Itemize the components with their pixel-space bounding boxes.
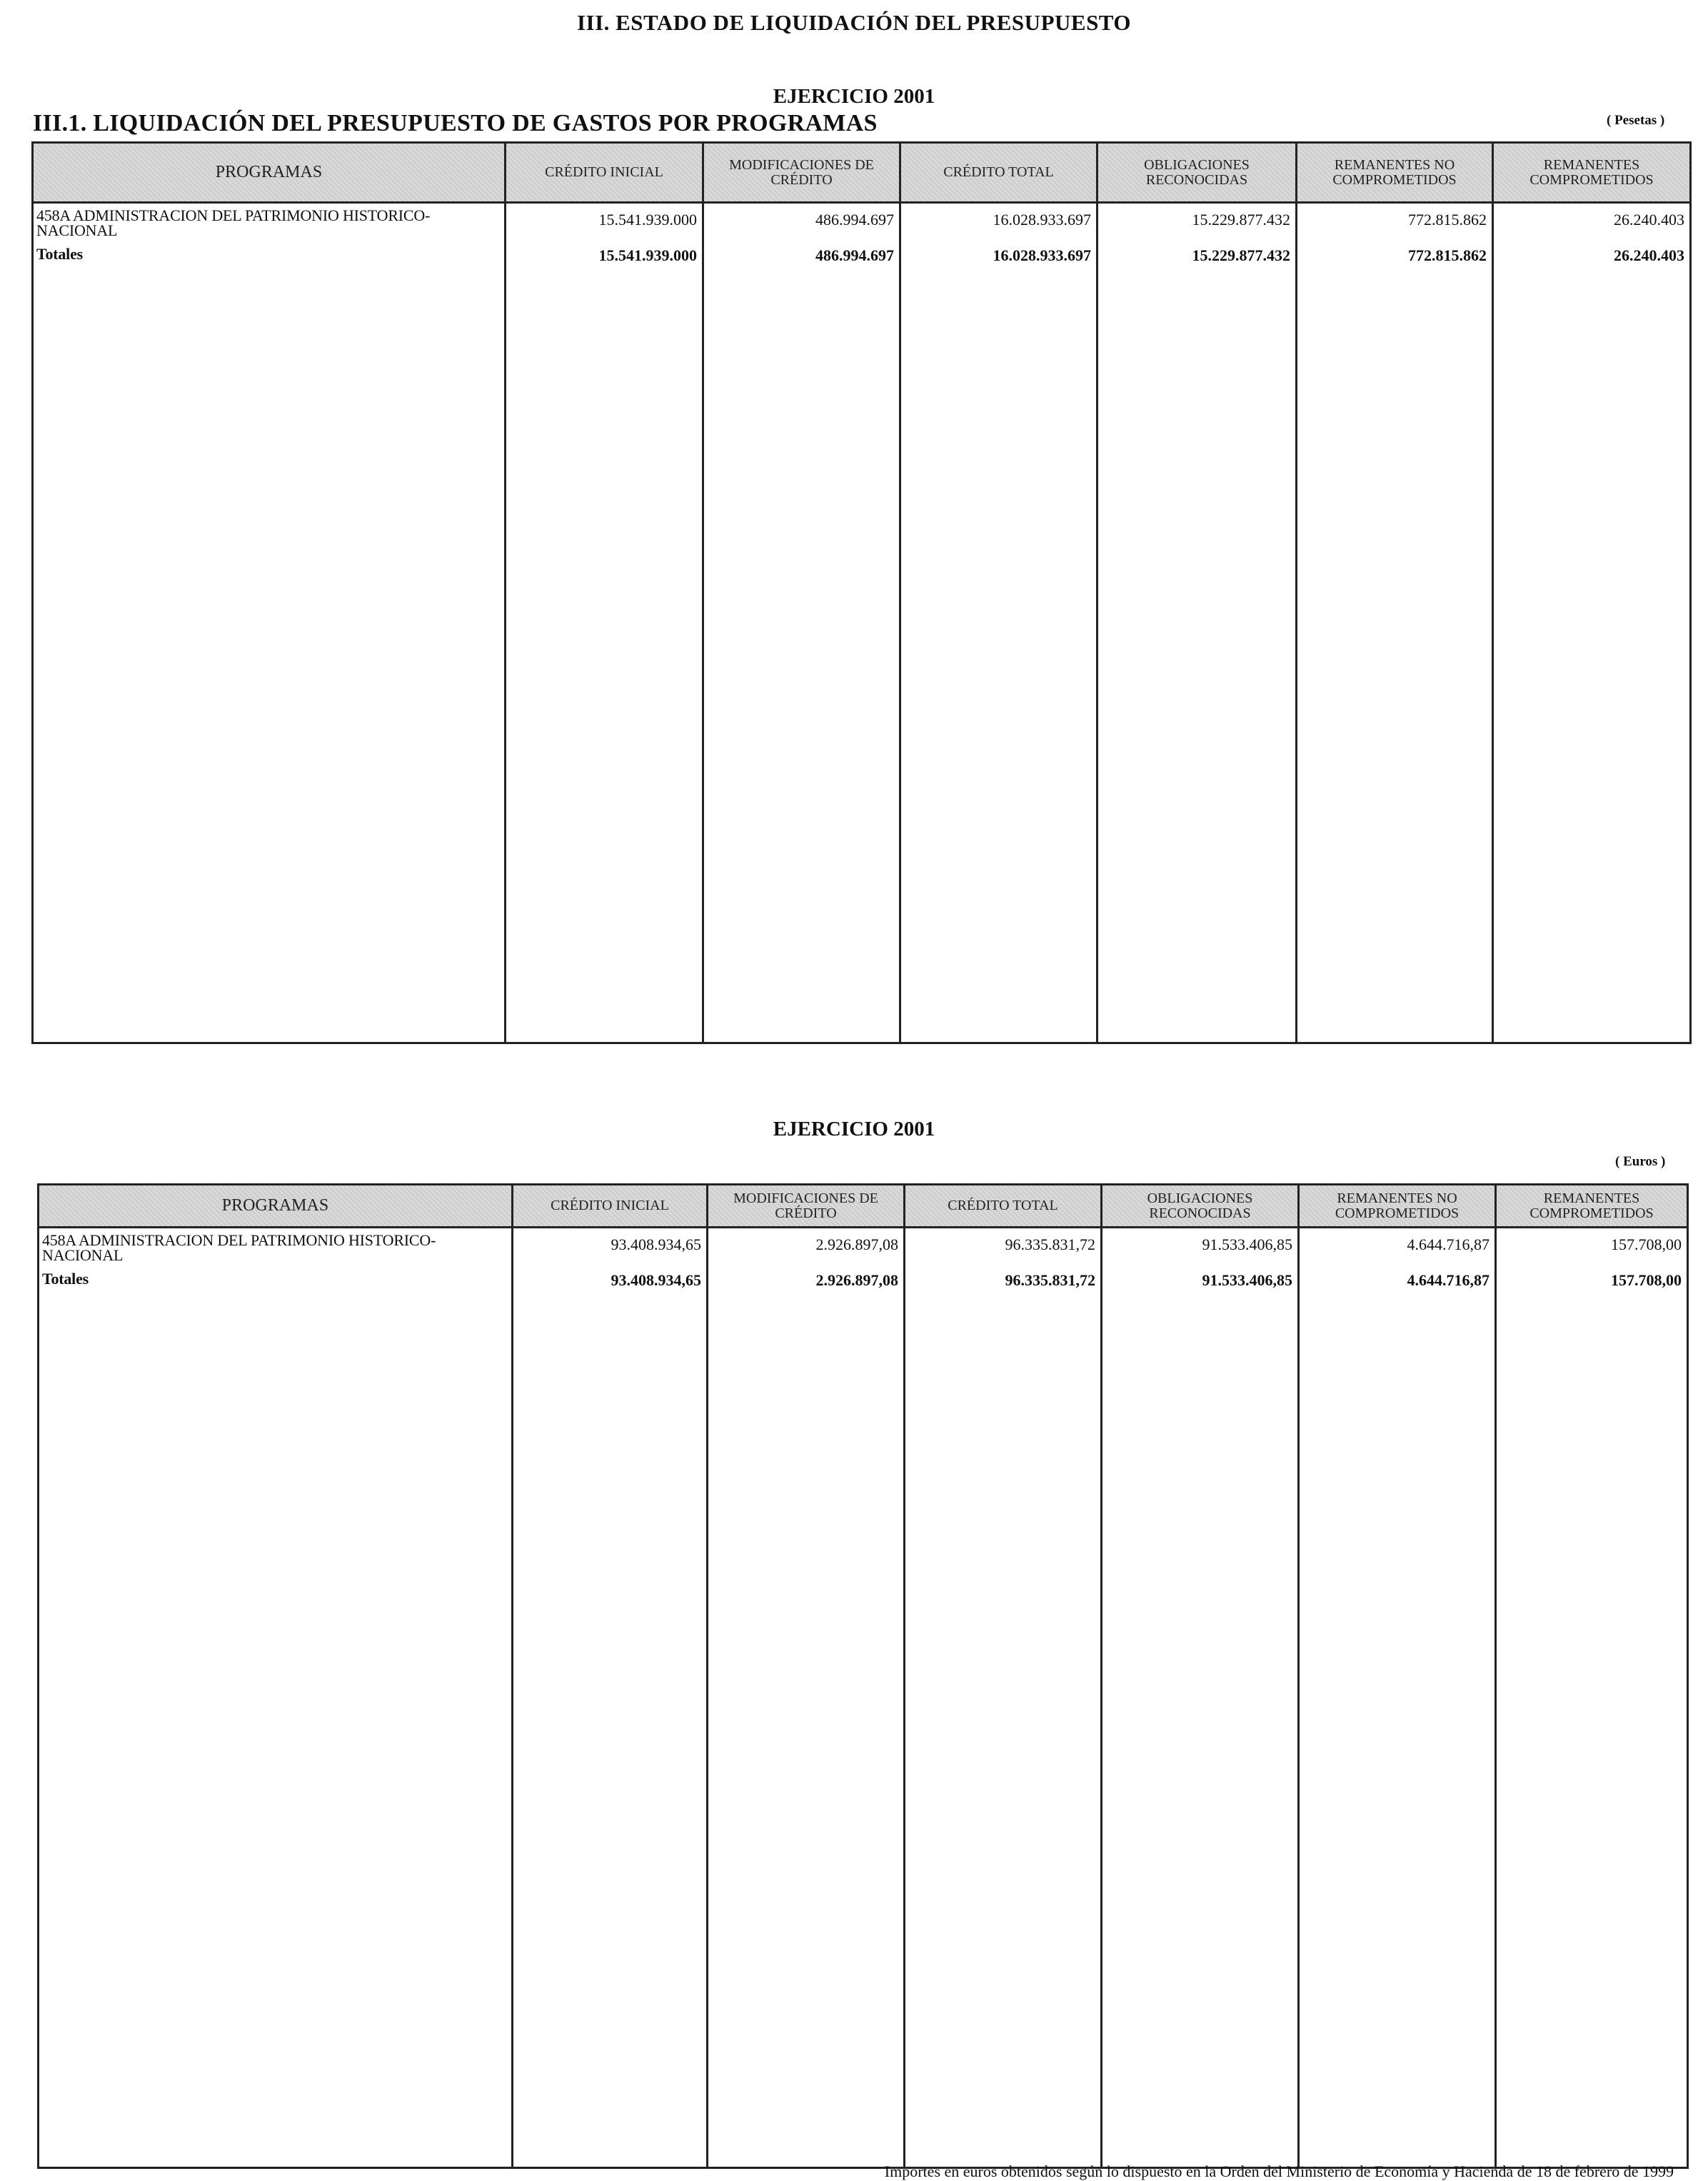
totals-row (39, 1271, 1688, 1290)
table-header-row (39, 1185, 1688, 1228)
col-header-credito-inicial: CRÉDITO INICIAL (513, 1185, 708, 1228)
total-remanentes-comp: 157.708,00 (1496, 1271, 1688, 1290)
footnote: Importes en euros obtenidos según lo dispuesto en la Orden del Ministerio de Economía y Hacienda de 18 de febrero de 1999 (884, 2162, 1674, 2180)
table-header-row (33, 143, 1691, 203)
totals-label: Totales (39, 1271, 513, 1290)
col-header-obligaciones: OBLIGACIONES RECONOCIDAS (1097, 143, 1297, 203)
total-credito-inicial: 93.408.934,65 (513, 1271, 708, 1290)
table-filler-row (33, 265, 1691, 1043)
total-remanentes-comp: 26.240.403 (1493, 246, 1691, 265)
col-header-programas: PROGRAMAS (33, 143, 506, 203)
table-row (33, 203, 1691, 247)
credito-total-cell: 16.028.933.697 (900, 203, 1097, 247)
remanentes-comp-cell: 26.240.403 (1493, 203, 1691, 247)
col-header-obligaciones: OBLIGACIONES RECONOCIDAS (1102, 1185, 1299, 1228)
remanentes-no-cell: 772.815.862 (1297, 203, 1493, 247)
totals-label: Totales (33, 246, 506, 265)
obligaciones-cell: 91.533.406,85 (1102, 1228, 1299, 1272)
ejercicio-pesetas-heading: EJERCICIO 2001 (773, 85, 935, 108)
col-header-credito-inicial: CRÉDITO INICIAL (506, 143, 703, 203)
table-row (39, 1228, 1688, 1272)
total-credito-total: 16.028.933.697 (900, 246, 1097, 265)
col-header-remanentes-comp: REMANENTES COMPROMETIDOS (1496, 1185, 1688, 1228)
pesetas-table (31, 141, 1692, 1044)
col-header-remanentes-no: REMANENTES NO COMPROMETIDOS (1299, 1185, 1496, 1228)
unit-pesetas: ( Pesetas ) (1607, 113, 1665, 128)
col-header-remanentes-comp: REMANENTES COMPROMETIDOS (1493, 143, 1691, 203)
modificaciones-cell: 2.926.897,08 (708, 1228, 905, 1272)
credito-inicial-cell: 93.408.934,65 (513, 1228, 708, 1272)
total-obligaciones: 91.533.406,85 (1102, 1271, 1299, 1290)
col-header-credito-total: CRÉDITO TOTAL (900, 143, 1097, 203)
programa-cell: 458A ADMINISTRACION DEL PATRIMONIO HISTORICO-NACIONAL (39, 1228, 513, 1272)
page-title: III. ESTADO DE LIQUIDACIÓN DEL PRESUPUESTO (576, 10, 1132, 35)
total-obligaciones: 15.229.877.432 (1097, 246, 1297, 265)
euros-table (37, 1183, 1689, 2169)
total-remanentes-no: 772.815.862 (1297, 246, 1493, 265)
credito-inicial-cell: 15.541.939.000 (506, 203, 703, 247)
col-header-credito-total: CRÉDITO TOTAL (905, 1185, 1102, 1228)
unit-euros: ( Euros ) (1615, 1154, 1666, 1169)
programa-cell: 458A ADMINISTRACION DEL PATRIMONIO HISTORICO-NACIONAL (33, 203, 506, 247)
col-header-programas: PROGRAMAS (39, 1185, 513, 1228)
table-filler-row (39, 1290, 1688, 2168)
total-credito-inicial: 15.541.939.000 (506, 246, 703, 265)
modificaciones-cell: 486.994.697 (703, 203, 900, 247)
credito-total-cell: 96.335.831,72 (905, 1228, 1102, 1272)
remanentes-comp-cell: 157.708,00 (1496, 1228, 1688, 1272)
remanentes-no-cell: 4.644.716,87 (1299, 1228, 1496, 1272)
section-title: III.1. LIQUIDACIÓN DEL PRESUPUESTO DE GASTOS POR PROGRAMAS (33, 110, 878, 136)
total-remanentes-no: 4.644.716,87 (1299, 1271, 1496, 1290)
total-modificaciones: 2.926.897,08 (708, 1271, 905, 1290)
total-credito-total: 96.335.831,72 (905, 1271, 1102, 1290)
col-header-modificaciones: MODIFICACIONES DE CRÉDITO (708, 1185, 905, 1228)
totals-row (33, 246, 1691, 265)
col-header-modificaciones: MODIFICACIONES DE CRÉDITO (703, 143, 900, 203)
obligaciones-cell: 15.229.877.432 (1097, 203, 1297, 247)
ejercicio-euros-heading: EJERCICIO 2001 (773, 1118, 935, 1140)
total-modificaciones: 486.994.697 (703, 246, 900, 265)
col-header-remanentes-no: REMANENTES NO COMPROMETIDOS (1297, 143, 1493, 203)
